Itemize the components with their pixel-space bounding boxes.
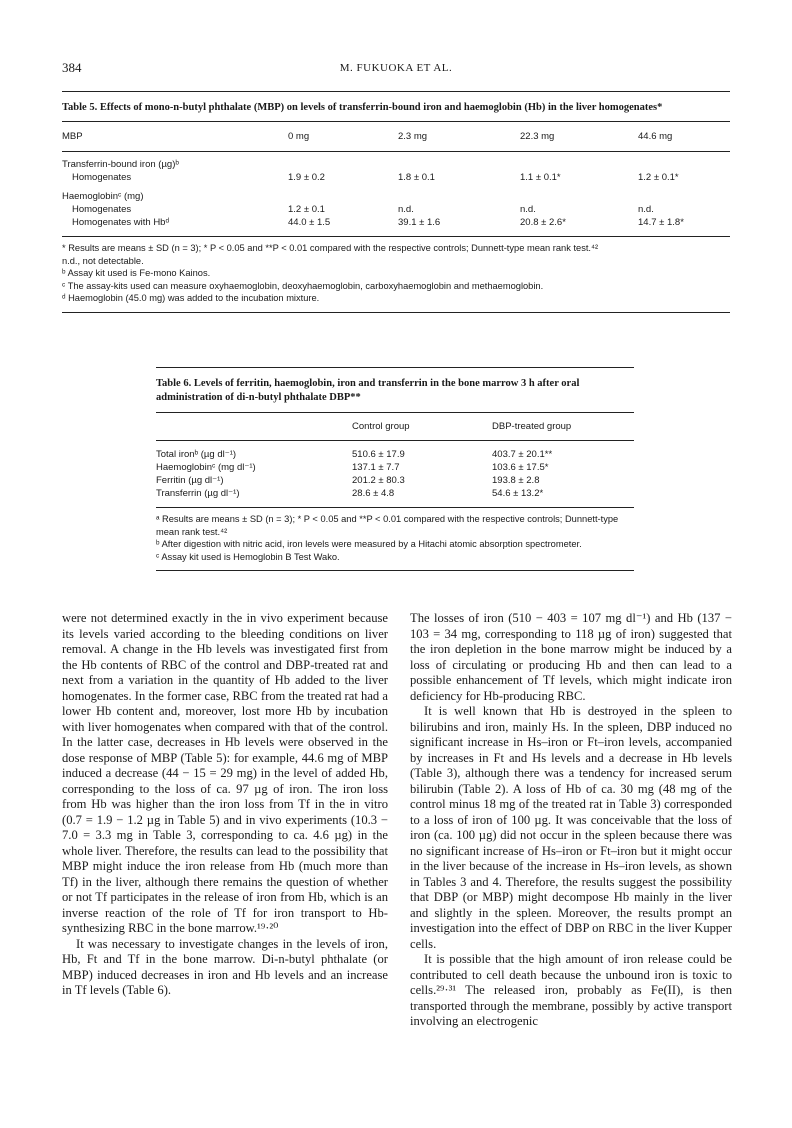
row-label: Homogenates with Hbᵈ	[72, 217, 170, 228]
table-cell: 403.7 ± 20.1**	[492, 449, 553, 460]
body-paragraph: It was necessary to investigate changes in the levels of iron, Hb, Ft and Tf in the bone marrow. Di-n-butyl phthalate (or MBP) induced decreases in iron and Hb levels and an increase in Tf levels (Table 6).	[62, 936, 388, 997]
footnote: * Results are means ± SD (n = 3); * P < 0.05 and **P < 0.01 compared with the respective controls; Dunnett-type mean rank test.⁴²	[62, 243, 599, 253]
row-label: Homogenates	[72, 172, 132, 183]
table-row	[62, 216, 730, 229]
row-label: Ferritin (µg dl⁻¹)	[156, 475, 224, 486]
body-paragraph: The losses of iron (510 − 403 = 107 mg dl⁻¹) and Hb (137 − 103 = 34 mg, corresponding to 118 µg of iron) suggested that the iron depletion in the bone marrow might be induced by a loss of circulating or producing Hb and then can lead to a possible enhancement of Tf levels, which might indicate iron deficiency for Hb-producing RBC.	[410, 611, 732, 703]
body-paragraph: were not determined exactly in the in vivo experiment because its levels varied according to the bleeding conditions on liver removal. A change in the Hb levels was investigated first from the Hb contents of RBC of the control and DBP-treated rat and next from a variation in the quantity of Hb added to the liver homogenates. In the former case, RBC from the treated rat had a lower Hb content and, moreover, lost more Hb by incubation with liver homogenates when compared with that of the control. In the latter case, decreases in Hb levels were observed in the dose response of MBP (Table 5): for example, 44.6 mg of MBP induced a decrease (44 − 15 = 29 mg) in the level of added Hb, corresponding to the loss of ca. 97 µg of iron. The iron loss from Hb was higher than the iron loss from Tf in the in vitro (0.7 = 1.9 − 1.2 µg in Table 5) and in vivo experiments (10.3 − 7.0 = 3.3 mg in Table 3, corresponding to ca. 4.6 µg) in the whole liver. Therefore, the results can lead to the possibility that MBP might induce the iron release from Hb (much more than Tf) in the liver, although there remains the question of whether or not Tf participates in the release of iron from Hb, which is an inverse reaction of the role of Tf for iron transport to Hb-synthesizing RBC in the bone marrow.¹⁹·²⁰	[62, 611, 388, 935]
table-6-col-header: Control group	[352, 421, 410, 432]
table-6-body-rule	[156, 440, 634, 441]
table-row	[62, 203, 730, 216]
table-cell: 103.6 ± 17.5*	[492, 462, 549, 473]
table-5-section-label	[62, 158, 730, 171]
table-5-header-rule	[62, 121, 730, 122]
row-label: Total ironᵇ (µg dl⁻¹)	[156, 449, 237, 460]
table-6-header-row	[156, 420, 634, 433]
table-5-section-1-label: Transferrin-bound iron (µg)ᵇ	[62, 159, 179, 170]
footnote: ᶜ The assay-kits used can measure oxyhaemoglobin, deoxyhaemoglobin, carboxyhaemoglobin and methaemoglobin.	[62, 280, 544, 291]
footnote: ᵇ Assay kit used is Fe-mono Kainos.	[62, 268, 211, 278]
footnote: ᵈ Haemoglobin (45.0 mg) was added to the incubation mixture.	[62, 293, 320, 303]
page-number: 384	[62, 60, 82, 75]
table-5	[62, 91, 730, 313]
running-head: M. FUKUOKA ET AL.	[339, 62, 453, 74]
body-right-column	[410, 611, 732, 1030]
footnote: ᶜ Assay kit used is Hemoglobin B Test Wako.	[156, 551, 340, 562]
footnote: ᵇ After digestion with nitric acid, iron levels were measured by a Hitachi atomic absorption spectrometer.	[156, 539, 582, 549]
table-5-section-label	[62, 190, 730, 203]
table-5-col-header: 0 mg	[288, 131, 310, 142]
table-cell: 1.8 ± 0.1	[398, 172, 435, 183]
table-row	[156, 461, 634, 474]
table-6-footnotes	[156, 513, 634, 563]
table-cell: 1.2 ± 0.1*	[638, 172, 679, 183]
table-6-col-header: DBP-treated group	[492, 421, 572, 432]
table-5-col-header: MBP	[62, 131, 83, 142]
table-row	[62, 171, 730, 184]
table-row	[156, 448, 634, 461]
body-paragraph: It is possible that the high amount of iron release could be contributed to cell death because the unbound iron is toxic to cells.²⁹·³¹ The released iron, probably as Fe(II), is then transported through the membrane, possibly by active transport involving an electrogenic	[410, 952, 732, 1028]
table-cell: n.d.	[520, 204, 536, 215]
table-5-col-header: 2.3 mg	[398, 131, 428, 142]
table-cell: 1.9 ± 0.2	[288, 172, 325, 183]
table-cell: 44.0 ± 1.5	[288, 217, 331, 228]
table-6-caption: Table 6. Levels of ferritin, haemoglobin, iron and transferrin in the bone marrow 3 h after oral administration of di-n-butyl phthalate DBP**	[156, 378, 580, 403]
table-cell: 39.1 ± 1.6	[398, 217, 441, 228]
body-left-column	[62, 611, 388, 999]
body-paragraph: It is well known that Hb is destroyed in the spleen to bilirubins and iron, mainly Hs. In the spleen, DBP induced no significant increase in Hs–iron or Ft–iron levels, accompanied by increases in Ft and Hs levels and a decrease in Hb levels (Table 3), although there was a tendency for increased serum bilirubin (Table 2). A loss of Hb of ca. 30 mg (48 mg of the control minus 18 mg of the treated rat in Table 3) corresponded to a loss of iron of 100 µg. It was conceivable that the loss of iron (ca. 100 µg) did not occur in the spleen because there was no significant increase of Hs–iron or Ft–iron but it might occur in the liver because of the increase in Hs–iron levels, as shown in Tables 3 and 4. Therefore, the results suggest the possibility that DBP (or MBP) might decompose Hb mainly in the liver and slightly in the spleen. Moreover, the results prompt an investigation into the effect of DBP on RBC in the liver Kupper cells.	[410, 704, 732, 951]
table-cell: 54.6 ± 13.2*	[492, 488, 544, 499]
table-cell: 201.2 ± 80.3	[352, 475, 405, 486]
table-5-footnote-rule	[62, 236, 730, 237]
table-cell: n.d.	[638, 204, 654, 215]
table-5-body-rule	[62, 151, 730, 152]
row-label: Homogenates	[72, 204, 132, 215]
table-6-top-rule	[156, 367, 634, 368]
footnote: ᵃ Results are means ± SD (n = 3); * P < 0.05 and **P < 0.01 compared with the respective controls; Dunnett-type mean rank test.⁴²	[156, 514, 619, 537]
table-cell: n.d.	[398, 204, 414, 215]
footnote: n.d., not detectable.	[62, 255, 144, 266]
table-5-header-row	[62, 130, 730, 143]
table-cell: 1.1 ± 0.1*	[520, 172, 561, 183]
table-5-caption: Table 5. Effects of mono-n-butyl phthalate (MBP) on levels of transferrin-bound iron and haemoglobin (Hb) in the liver homogenates*	[62, 102, 663, 113]
table-5-section-2-label: Haemoglobinᶜ (mg)	[62, 191, 144, 202]
table-cell: 20.8 ± 2.6*	[520, 217, 566, 228]
table-5-footnotes	[62, 242, 730, 305]
table-cell: 1.2 ± 0.1	[288, 204, 325, 215]
table-6-body	[156, 448, 634, 500]
table-cell: 14.7 ± 1.8*	[638, 217, 684, 228]
table-6-footnote-rule	[156, 507, 634, 508]
table-cell: 510.6 ± 17.9	[352, 449, 405, 460]
table-row	[156, 474, 634, 487]
table-5-bottom-rule	[62, 312, 730, 313]
table-5-col-header: 44.6 mg	[638, 131, 673, 142]
table-5-top-rule	[62, 91, 730, 92]
table-cell: 137.1 ± 7.7	[352, 462, 400, 473]
table-5-col-header: 22.3 mg	[520, 131, 555, 142]
table-6-bottom-rule	[156, 570, 634, 571]
table-6	[156, 367, 634, 571]
table-cell: 193.8 ± 2.8	[492, 475, 540, 486]
table-cell: 28.6 ± 4.8	[352, 488, 395, 499]
row-label: Transferrin (µg dl⁻¹)	[156, 488, 240, 499]
row-label: Haemoglobinᶜ (mg dl⁻¹)	[156, 462, 256, 473]
table-row	[156, 487, 634, 500]
table-6-header-rule	[156, 412, 634, 413]
